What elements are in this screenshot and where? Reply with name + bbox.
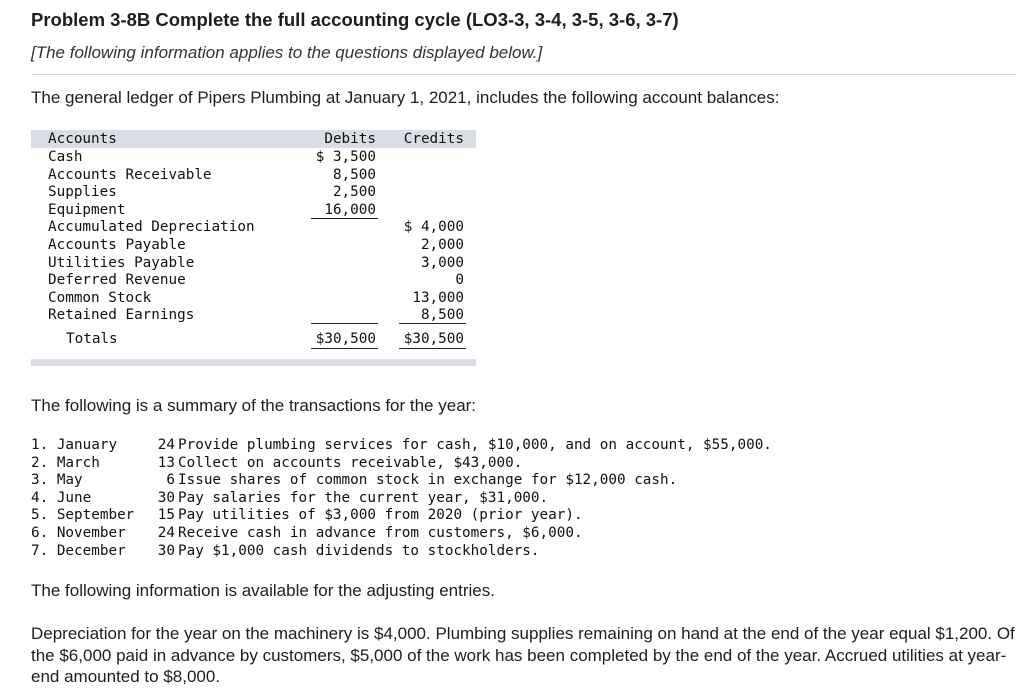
ledger-row bbox=[31, 236, 476, 254]
ledger-account: Cash bbox=[48, 149, 83, 165]
transaction-label: 2. March bbox=[31, 454, 100, 471]
ledger-debit: 16,000 bbox=[324, 201, 376, 218]
transaction-text: Receive cash in advance from customers, $6,000. bbox=[178, 524, 583, 541]
ledger-account: Retained Earnings bbox=[48, 307, 195, 324]
ledger-account: Deferred Revenue bbox=[48, 272, 186, 289]
ledger-intro: The general ledger of Pipers Plumbing at January 1, 2021, includes the following account balances: bbox=[31, 88, 780, 107]
transaction-label: 3. May bbox=[31, 472, 83, 489]
credit-total-double-underline bbox=[399, 348, 466, 349]
transaction-label: 7. December bbox=[31, 542, 126, 559]
ledger-row bbox=[31, 289, 476, 307]
credit-total-underline bbox=[399, 323, 466, 324]
ledger-credit: 13,000 bbox=[412, 289, 464, 306]
transaction-day: 24 bbox=[157, 524, 175, 541]
divider bbox=[31, 74, 1016, 75]
transaction-label: 6. November bbox=[31, 524, 126, 541]
ledger-row bbox=[31, 183, 476, 201]
ledger-row bbox=[31, 166, 476, 184]
transaction-day: 13 bbox=[157, 454, 175, 471]
ledger-account: Accounts Receivable bbox=[48, 166, 212, 183]
ledger-account: Common Stock bbox=[48, 289, 152, 306]
header-debits: Debits bbox=[324, 131, 376, 147]
transactions-intro: The following is a summary of the transactions for the year: bbox=[31, 396, 477, 415]
ledger-totals-row bbox=[31, 330, 476, 348]
ledger-row bbox=[31, 271, 476, 289]
adjusting-intro: The following information is available for the adjusting entries. bbox=[31, 581, 495, 600]
transaction-day: 6 bbox=[166, 472, 175, 489]
ledger-header-row bbox=[31, 130, 476, 148]
transaction-label: 4. June bbox=[31, 489, 92, 506]
ledger-account: Accounts Payable bbox=[48, 237, 186, 253]
header-credits: Credits bbox=[403, 131, 464, 147]
transaction-text: Issue shares of common stock in exchange for $12,000 cash. bbox=[178, 472, 678, 489]
problem-title: Problem 3-8B Complete the full accounting cycle (LO3-3, 3-4, 3-5, 3-6, 3-7) bbox=[31, 9, 679, 30]
ledger-account: Supplies bbox=[48, 184, 117, 201]
ledger-row bbox=[31, 201, 476, 219]
transaction-label: 1. January bbox=[31, 437, 118, 453]
totals-debit: $30,500 bbox=[315, 331, 376, 347]
transaction-day: 30 bbox=[157, 542, 175, 559]
ledger-debit: 2,500 bbox=[332, 184, 376, 201]
ledger-credit: $ 4,000 bbox=[403, 219, 464, 236]
ledger-credit: 8,500 bbox=[420, 307, 464, 324]
ledger-account: Utilities Payable bbox=[48, 254, 195, 271]
totals-label: Totals bbox=[66, 331, 118, 347]
ledger-row bbox=[31, 306, 476, 324]
adjusting-details: Depreciation for the year on the machinery is $4,000. Plumbing supplies remaining on hand at the end of the year equal $1,200. Of the $6,000 paid in advance by customers, $5,000 of the work has been completed by the end of the year. Accrued utilities at year-end amounted to $8,000. bbox=[31, 624, 1015, 686]
ledger-account: Accumulated Depreciation bbox=[48, 219, 255, 236]
ledger-debit: 8,500 bbox=[332, 166, 376, 183]
header-accounts: Accounts bbox=[48, 131, 117, 147]
ledger-row bbox=[31, 218, 476, 236]
transaction-text: Pay salaries for the current year, $31,000. bbox=[178, 489, 549, 506]
transaction-day: 30 bbox=[157, 489, 175, 506]
problem-note: [The following information applies to the questions displayed below.] bbox=[31, 43, 543, 62]
debit-total-underline bbox=[311, 323, 378, 324]
transaction-text: Provide plumbing services for cash, $10,000, and on account, $55,000. bbox=[178, 437, 772, 453]
ledger-row bbox=[31, 254, 476, 272]
ledger-debit: $ 3,500 bbox=[315, 149, 376, 165]
debit-total-double-underline bbox=[311, 348, 378, 349]
transaction-text: Pay $1,000 cash dividends to stockholders. bbox=[178, 542, 540, 559]
transaction-label: 5. September bbox=[31, 507, 135, 524]
ledger-credit: 0 bbox=[455, 272, 464, 289]
transaction-day: 24 bbox=[157, 437, 175, 453]
ledger-footer-bar bbox=[31, 359, 476, 366]
transaction-day: 15 bbox=[157, 507, 175, 524]
ledger-credit: 2,000 bbox=[420, 237, 464, 253]
totals-credit: $30,500 bbox=[403, 331, 464, 347]
ledger-credit: 3,000 bbox=[420, 254, 464, 271]
ledger-row bbox=[31, 148, 476, 166]
transaction-text: Pay utilities of $3,000 from 2020 (prior year). bbox=[178, 507, 583, 524]
ledger-account: Equipment bbox=[48, 201, 126, 218]
transaction-text: Collect on accounts receivable, $43,000. bbox=[178, 454, 523, 471]
debit-subtotal-underline bbox=[311, 218, 378, 219]
